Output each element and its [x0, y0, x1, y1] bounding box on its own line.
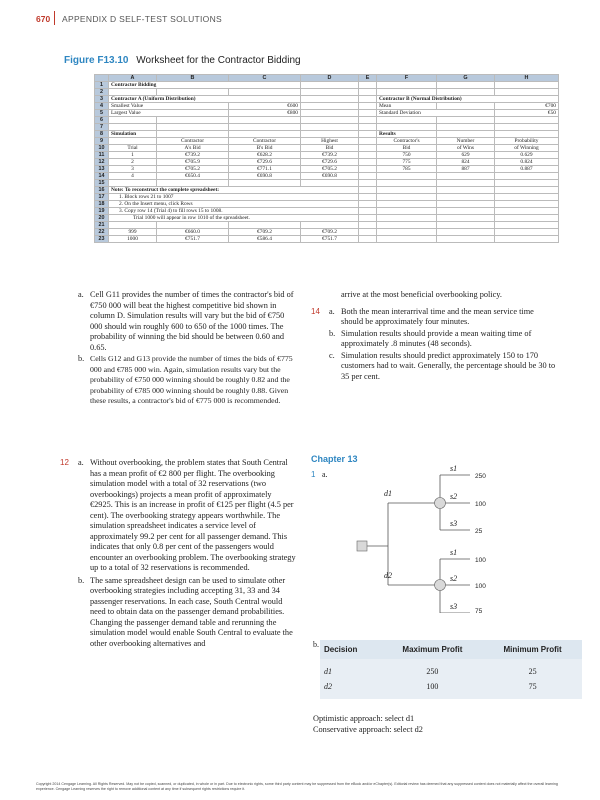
decision-tree — [330, 463, 585, 613]
column-header: A — [109, 75, 157, 82]
spreadsheet-cell — [301, 117, 359, 124]
spreadsheet-cell: €628.2 — [229, 152, 301, 159]
row-number: 10 — [95, 145, 109, 152]
spreadsheet-cell: €705.9 — [157, 159, 229, 166]
column-header-row — [95, 75, 559, 82]
row-number: 8 — [95, 131, 109, 138]
spreadsheet-cell: Simulation — [109, 131, 157, 138]
spreadsheet-cell — [359, 89, 377, 96]
spreadsheet-row — [95, 236, 559, 243]
row-number: 7 — [95, 124, 109, 131]
column-header: B — [157, 75, 229, 82]
spreadsheet-cell: €690.8 — [229, 173, 301, 180]
page-header — [0, 5, 600, 25]
spreadsheet-cell — [437, 89, 495, 96]
spreadsheet-cell — [229, 131, 301, 138]
item-text: Simulation results should predict approximately 150 to 170 customers had to wait. Generally, the percentage should be 30 to 35 per cent. — [341, 350, 556, 381]
spreadsheet-cell: €751.7 — [157, 236, 229, 243]
question-number: 1 — [311, 470, 316, 479]
row-number: 6 — [95, 117, 109, 124]
spreadsheet-cell — [359, 145, 377, 152]
payoff-value: 250 — [475, 473, 486, 480]
question-number: 12 — [60, 458, 69, 467]
spreadsheet-row — [95, 222, 559, 229]
row-number: 21 — [95, 222, 109, 229]
table-cell: 100 — [382, 679, 483, 699]
spreadsheet-cell — [495, 194, 559, 201]
spreadsheet-cell — [359, 110, 377, 117]
spreadsheet-cell — [437, 187, 495, 194]
item-text: arrive at the most beneficial overbooking policy. — [341, 290, 502, 299]
spreadsheet-row — [95, 110, 559, 117]
spreadsheet-cell — [157, 117, 229, 124]
spreadsheet-cell: of Wins — [437, 145, 495, 152]
answer-14c — [329, 350, 557, 383]
spreadsheet-cell — [359, 187, 377, 194]
spreadsheet-cell: Contractor — [157, 138, 229, 145]
item-text: Cell G11 provides the number of times the contractor's bid of €750 000 will beat the highest competitive bid shown in column D. Simulation results will vary but the bid of €750 000 should win roughly 600 to 650 of the 1000 times. The probability of winning the bid should be between 0.60 and 0.65. — [90, 290, 294, 352]
spreadsheet-cell — [359, 166, 377, 173]
spreadsheet-cell: 1 — [109, 152, 157, 159]
spreadsheet-row — [95, 194, 559, 201]
spreadsheet-cell — [109, 138, 157, 145]
spreadsheet-cell — [377, 124, 437, 131]
spreadsheet-cell — [157, 131, 229, 138]
corner-cell — [95, 75, 109, 82]
row-number: 5 — [95, 110, 109, 117]
spreadsheet-cell — [359, 138, 377, 145]
spreadsheet-row — [95, 131, 559, 138]
column-header: H — [495, 75, 559, 82]
spreadsheet-cell — [437, 229, 495, 236]
spreadsheet-cell: 785 — [377, 166, 437, 173]
spreadsheet-cell — [229, 89, 301, 96]
spreadsheet-row — [95, 89, 559, 96]
column-header: F — [377, 75, 437, 82]
spreadsheet-cell: 2 — [109, 159, 157, 166]
spreadsheet-row — [95, 208, 559, 215]
spreadsheet-cell: Trial — [109, 145, 157, 152]
spreadsheet-cell — [359, 229, 377, 236]
spreadsheet-cell — [495, 222, 559, 229]
spreadsheet-row — [95, 187, 559, 194]
spreadsheet-cell — [495, 187, 559, 194]
state-label: s1 — [450, 548, 458, 557]
figure-caption — [64, 55, 301, 66]
spreadsheet-cell: 629 — [437, 152, 495, 159]
spreadsheet-cell: Contractor A (Uniform Distribution) — [109, 96, 301, 103]
spreadsheet-row — [95, 180, 559, 187]
figure-label: Figure F13.10 — [64, 55, 129, 66]
spreadsheet-cell — [377, 215, 437, 222]
question-number: 14 — [311, 306, 320, 316]
spreadsheet-cell — [359, 96, 377, 103]
spreadsheet-cell — [437, 173, 495, 180]
spreadsheet-cell — [359, 173, 377, 180]
spreadsheet-cell — [229, 117, 301, 124]
spreadsheet-cell: €709.2 — [229, 229, 301, 236]
spreadsheet-cell — [437, 222, 495, 229]
row-number: 23 — [95, 236, 109, 243]
spreadsheet-cell — [301, 131, 359, 138]
spreadsheet-cell: 0.824 — [495, 159, 559, 166]
spreadsheet-cell — [437, 117, 495, 124]
spreadsheet-cell — [109, 89, 157, 96]
decision-label: d1 — [384, 489, 392, 498]
spreadsheet-cell: 3. Copy row 14 (Trial 4) to fill rows 15 to 1008. — [109, 208, 359, 215]
spreadsheet-cell — [377, 222, 437, 229]
spreadsheet-cell — [109, 117, 157, 124]
spreadsheet-cell — [495, 131, 559, 138]
table-cell: d1 — [320, 659, 382, 679]
spreadsheet-cell: 824 — [437, 159, 495, 166]
spreadsheet-cell — [359, 152, 377, 159]
payoff-value: 100 — [475, 557, 486, 564]
spreadsheet-cell — [495, 117, 559, 124]
spreadsheet-cell — [157, 222, 229, 229]
spreadsheet-cell — [495, 215, 559, 222]
spreadsheet-cell: 3 — [109, 166, 157, 173]
spreadsheet-row — [95, 173, 559, 180]
spreadsheet-cell — [495, 229, 559, 236]
page-number: 670 — [36, 14, 51, 24]
row-number: 11 — [95, 152, 109, 159]
spreadsheet-cell — [377, 82, 437, 89]
spreadsheet-cell — [229, 180, 301, 187]
answer-14a — [311, 306, 557, 328]
spreadsheet-cell — [109, 180, 157, 187]
spreadsheet-cell — [377, 173, 437, 180]
spreadsheet-cell — [359, 131, 377, 138]
row-number: 20 — [95, 215, 109, 222]
answer-12b-continued — [341, 290, 557, 301]
spreadsheet-row — [95, 82, 559, 89]
spreadsheet-row — [95, 229, 559, 236]
spreadsheet-cell — [359, 215, 377, 222]
spreadsheet-cell — [495, 173, 559, 180]
state-label: s2 — [450, 492, 458, 501]
spreadsheet-cell — [495, 124, 559, 131]
item-marker: a. — [322, 470, 328, 479]
table-cell: 25 — [483, 659, 582, 679]
spreadsheet-cell: 4 — [109, 173, 157, 180]
spreadsheet-cell: Contractor's — [377, 138, 437, 145]
spreadsheet-cell: €586.4 — [229, 236, 301, 243]
spreadsheet-cell — [437, 103, 495, 110]
table-cell: 75 — [483, 679, 582, 699]
payoff-value: 25 — [475, 528, 483, 535]
spreadsheet-cell — [301, 96, 359, 103]
spreadsheet-cell: 887 — [437, 166, 495, 173]
spreadsheet-cell — [437, 215, 495, 222]
answer-11a — [78, 290, 296, 353]
spreadsheet-cell — [377, 208, 437, 215]
spreadsheet-row — [95, 201, 559, 208]
spreadsheet-cell — [437, 124, 495, 131]
state-label: s1 — [450, 464, 458, 473]
optimistic-approach: Optimistic approach: select d1 — [313, 714, 415, 723]
spreadsheet-cell — [229, 124, 301, 131]
header-divider — [54, 11, 55, 25]
spreadsheet-cell — [377, 187, 437, 194]
spreadsheet-cell: Results — [377, 131, 437, 138]
spreadsheet-cell: €729.6 — [229, 159, 301, 166]
spreadsheet-cell — [359, 124, 377, 131]
spreadsheet-cell: €600 — [229, 103, 301, 110]
spreadsheet-cell — [377, 89, 437, 96]
section-title: APPENDIX D SELF-TEST SOLUTIONS — [62, 14, 222, 24]
spreadsheet — [94, 74, 559, 243]
spreadsheet-cell — [301, 89, 359, 96]
spreadsheet-cell: €800 — [229, 110, 301, 117]
spreadsheet-cell: 1000 — [109, 236, 157, 243]
item-text: Simulation results should provide a mean waiting time of approximately .8 minutes (48 seconds). — [341, 328, 532, 348]
payoff-value: 75 — [475, 608, 483, 613]
spreadsheet-cell — [377, 229, 437, 236]
item-marker: a. — [78, 458, 84, 467]
spreadsheet-row — [95, 96, 559, 103]
row-number: 17 — [95, 194, 109, 201]
spreadsheet-cell — [437, 180, 495, 187]
state-label: s3 — [450, 519, 458, 528]
column-header: E — [359, 75, 377, 82]
spreadsheet-cell — [495, 180, 559, 187]
spreadsheet-cell — [359, 208, 377, 215]
spreadsheet-cell — [229, 222, 301, 229]
spreadsheet-cell — [495, 82, 559, 89]
spreadsheet-cell — [359, 82, 377, 89]
spreadsheet-cell: €650.4 — [157, 173, 229, 180]
spreadsheet-cell: 775 — [377, 159, 437, 166]
spreadsheet-cell: Contractor Bidding — [109, 82, 301, 89]
row-number: 9 — [95, 138, 109, 145]
item-marker: a. — [329, 306, 335, 316]
spreadsheet-cell — [359, 103, 377, 110]
answer-12b — [78, 575, 296, 650]
spreadsheet-row — [95, 215, 559, 222]
spreadsheet-row — [95, 166, 559, 173]
spreadsheet-cell: Number — [437, 138, 495, 145]
item-marker: b. — [313, 640, 319, 649]
row-number: 3 — [95, 96, 109, 103]
spreadsheet-cell: €739.2 — [301, 152, 359, 159]
spreadsheet-cell: 1. Block rows 21 to 1007 — [109, 194, 359, 201]
left-column-q12 — [60, 458, 296, 649]
spreadsheet-cell — [301, 103, 359, 110]
spreadsheet-cell: €700 — [495, 103, 559, 110]
spreadsheet-cell: €771.1 — [229, 166, 301, 173]
item-marker: a. — [78, 290, 84, 299]
spreadsheet-cell — [495, 89, 559, 96]
spreadsheet-cell — [437, 194, 495, 201]
decision-node — [357, 541, 367, 551]
spreadsheet-cell: Smallest Value — [109, 103, 229, 110]
spreadsheet-cell: 2. On the Insert menu, click Rows — [109, 201, 359, 208]
spreadsheet-cell: Highest — [301, 138, 359, 145]
item-marker: b. — [78, 575, 85, 585]
answer-14b — [329, 328, 557, 350]
row-number: 4 — [95, 103, 109, 110]
spreadsheet-row — [95, 145, 559, 152]
table-row — [320, 659, 582, 679]
item-marker: c. — [329, 350, 335, 360]
item-text: Without overbooking, the problem states that South Central has a mean profit of €2 800 per flight. The overbooking simulation model with a total of 32 reservations (two overbookings) projects a mean profit of approximately €2925. This is an increase in profit of €125 per flight (4.5 per cent). The overbooking strategy appears worthwhile. The simulation spreadsheet indicates a service level of approximately 99.2 per cent for all passenger demand. This indicates that only 0.8 per cent of the passengers would encounter an overbooking problem. The overbooking strategy up to a total of 32 reservations is recommended. — [90, 458, 296, 572]
spreadsheet-cell: €705.2 — [301, 166, 359, 173]
spreadsheet-cell: €739.2 — [157, 152, 229, 159]
chance-node — [435, 498, 446, 509]
spreadsheet-row — [95, 159, 559, 166]
spreadsheet-cell — [157, 180, 229, 187]
spreadsheet-cell — [109, 222, 157, 229]
item-text: Both the mean interarrival time and the mean service time should be approximately four minutes. — [341, 306, 534, 326]
spreadsheet-cell: 0.629 — [495, 152, 559, 159]
spreadsheet-cell: €50 — [495, 110, 559, 117]
spreadsheet-cell: €709.2 — [301, 229, 359, 236]
state-label: s3 — [450, 602, 458, 611]
copyright-footer: Copyright 2014 Cengage Learning. All Rights Reserved. May not be copied, scanned, or duplicated, in whole or in part. Due to electronic rights, some third party content may be suppressed from the eBook and/or eChapter(s). Editorial review has deemed that any suppressed content does not materially affect the overall learning experience. Cengage Learning reserves the right to remove additional content at any time if subsequent rights restrictions require it. — [36, 782, 558, 791]
item-text: The same spreadsheet design can be used to simulate other overbooking strategies including accepting 31, 33 and 34 passenger reservations. In each case, South Central would need to obtain data on the passenger demand probabilities. Changing the passenger demand table and rerunning the simulation model would enable South Central to evaluate the other overbooking alternatives and — [90, 575, 293, 648]
spreadsheet-cell — [301, 82, 359, 89]
spreadsheet-cell — [359, 201, 377, 208]
spreadsheet-cell — [437, 131, 495, 138]
right-column — [311, 290, 557, 382]
row-number: 16 — [95, 187, 109, 194]
row-number: 1 — [95, 82, 109, 89]
spreadsheet-cell — [359, 159, 377, 166]
table-header: Minimum Profit — [483, 640, 582, 659]
item-marker: b. — [78, 354, 85, 363]
spreadsheet-row — [95, 103, 559, 110]
spreadsheet-cell — [157, 89, 229, 96]
table-header: Decision — [320, 640, 382, 659]
spreadsheet-cell: Largest Value — [109, 110, 229, 117]
decision-label: d2 — [384, 571, 392, 580]
spreadsheet-cell: Bid — [377, 145, 437, 152]
chance-node — [435, 580, 446, 591]
column-header: G — [437, 75, 495, 82]
table-cell: 250 — [382, 659, 483, 679]
spreadsheet-cell — [359, 180, 377, 187]
state-label: s2 — [450, 574, 458, 583]
spreadsheet-cell — [437, 82, 495, 89]
figure-title: Worksheet for the Contractor Bidding — [136, 55, 301, 66]
spreadsheet-cell: B's Bid — [229, 145, 301, 152]
spreadsheet-cell: €705.2 — [157, 166, 229, 173]
row-number: 2 — [95, 89, 109, 96]
chapter-heading: Chapter 13 — [311, 454, 358, 464]
spreadsheet-cell — [495, 201, 559, 208]
spreadsheet-cell: of Winning — [495, 145, 559, 152]
approach-results — [313, 713, 423, 735]
spreadsheet-cell — [359, 194, 377, 201]
spreadsheet-cell — [301, 222, 359, 229]
table-header: Maximum Profit — [382, 640, 483, 659]
spreadsheet-cell: Note: To reconstruct the complete spreadsheet: — [109, 187, 359, 194]
row-number: 15 — [95, 180, 109, 187]
left-column — [78, 290, 296, 407]
spreadsheet-cell — [377, 201, 437, 208]
spreadsheet-row — [95, 138, 559, 145]
spreadsheet-cell: €729.6 — [301, 159, 359, 166]
row-number: 19 — [95, 208, 109, 215]
spreadsheet-cell — [377, 180, 437, 187]
conservative-approach: Conservative approach: select d2 — [313, 725, 423, 734]
spreadsheet-cell: A's Bid — [157, 145, 229, 152]
row-number: 22 — [95, 229, 109, 236]
spreadsheet-cell: €660.0 — [157, 229, 229, 236]
payoff-value: 100 — [475, 501, 486, 508]
spreadsheet-cell: €751.7 — [301, 236, 359, 243]
spreadsheet-cell — [301, 124, 359, 131]
spreadsheet-row — [95, 152, 559, 159]
spreadsheet-cell: Contractor — [229, 138, 301, 145]
spreadsheet-cell — [301, 180, 359, 187]
table-row — [320, 679, 582, 699]
spreadsheet-cell: 750 — [377, 152, 437, 159]
spreadsheet-cell — [377, 236, 437, 243]
row-number: 12 — [95, 159, 109, 166]
row-number: 13 — [95, 166, 109, 173]
spreadsheet-row — [95, 124, 559, 131]
spreadsheet-cell: Trial 1000 will appear in row 1010 of the spreadsheet. — [109, 215, 359, 222]
row-number: 18 — [95, 201, 109, 208]
spreadsheet-cell — [359, 117, 377, 124]
spreadsheet-cell — [359, 236, 377, 243]
column-header: D — [301, 75, 359, 82]
spreadsheet-cell: Contractor B (Normal Distribution) — [377, 96, 559, 103]
spreadsheet-cell — [495, 208, 559, 215]
answer-12a — [60, 458, 296, 574]
spreadsheet-cell — [437, 208, 495, 215]
spreadsheet-row — [95, 117, 559, 124]
payoff-value: 100 — [475, 583, 486, 590]
spreadsheet-cell — [437, 201, 495, 208]
row-number: 14 — [95, 173, 109, 180]
table-cell: d2 — [320, 679, 382, 699]
item-text: Cells G12 and G13 provide the number of times the bids of €775 000 and €785 000 win. Again, simulation results vary but the probability of €750 000 winning should be roughly 0.82 and the probability of €785 000 winning should be roughly 0.88. Given these results, a contractor's bid of €775 000 is recommended. — [90, 354, 293, 405]
spreadsheet-cell — [437, 236, 495, 243]
spreadsheet-cell: Bid — [301, 145, 359, 152]
decision-table — [320, 640, 582, 699]
item-marker: b. — [329, 328, 336, 338]
spreadsheet-cell: Standard Deviation — [377, 110, 495, 117]
spreadsheet-cell — [377, 194, 437, 201]
spreadsheet-cell: €690.8 — [301, 173, 359, 180]
spreadsheet-cell: 0.887 — [495, 166, 559, 173]
spreadsheet-cell: Probability — [495, 138, 559, 145]
spreadsheet-cell: 999 — [109, 229, 157, 236]
column-header: C — [229, 75, 301, 82]
spreadsheet-cell — [359, 222, 377, 229]
spreadsheet-cell — [157, 124, 229, 131]
spreadsheet-cell — [109, 124, 157, 131]
answer-11b — [78, 354, 296, 407]
spreadsheet-cell — [377, 117, 437, 124]
spreadsheet-cell — [495, 236, 559, 243]
spreadsheet-cell — [301, 110, 359, 117]
spreadsheet-cell: Mean — [377, 103, 437, 110]
